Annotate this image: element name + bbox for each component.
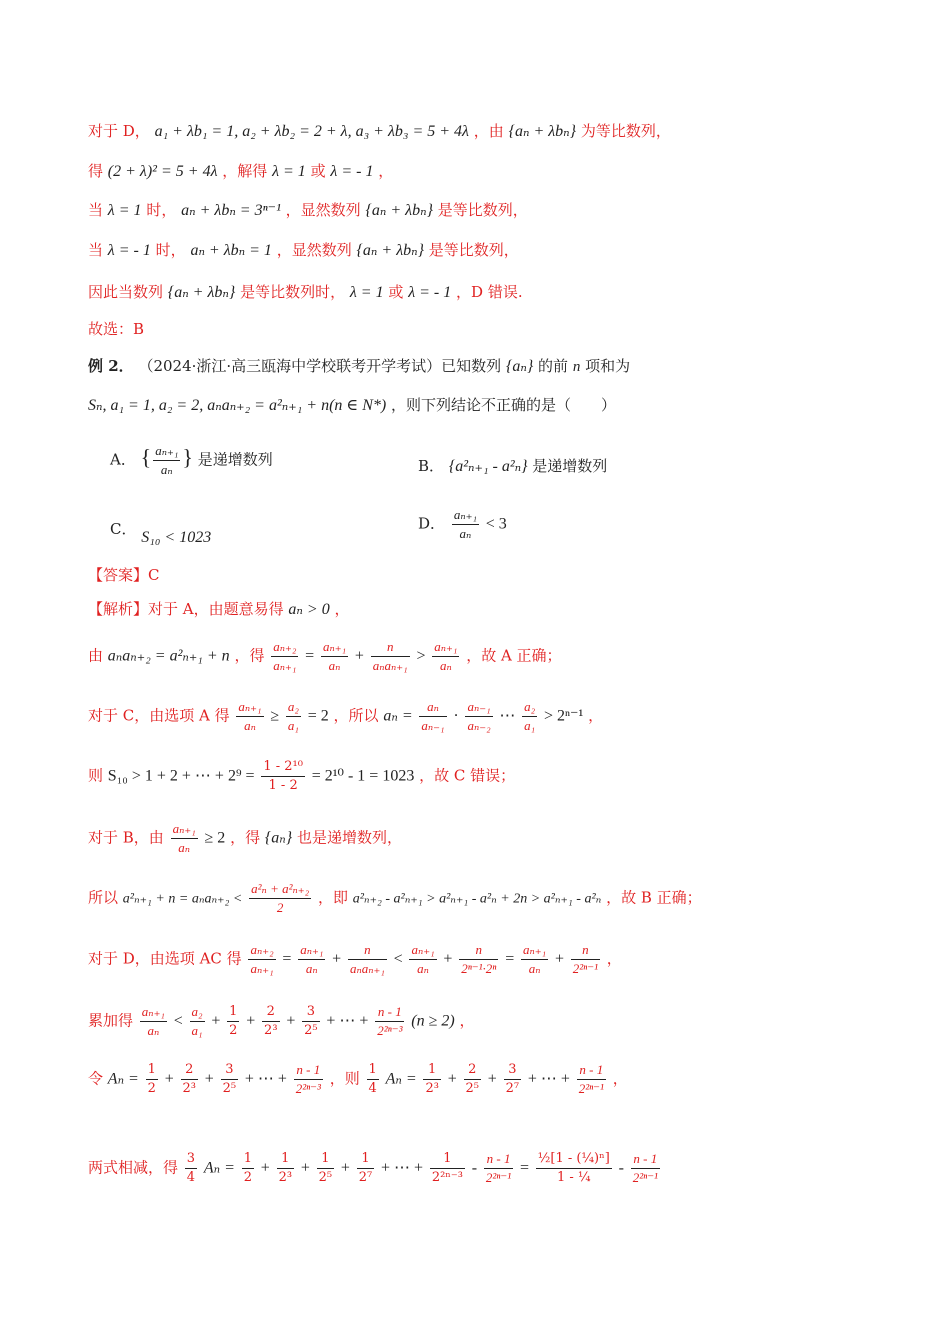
text: 对于 C，由选项 A 得 [88,706,230,725]
math-fraction: $\frac{3}{\text{2⁷}}$ [505,1062,520,1096]
math-expression: aₙ > 0 [288,601,330,618]
text: ，即 [317,888,348,907]
math-fraction: $\frac{\text{1 - 2¹⁰}}{1 - 2}$ [263,759,303,793]
option-text: 是递增数列 [532,457,608,475]
math-fraction: $\frac{\text{a²ₙ + a²ₙ₊₂}}{2}$ [251,881,310,915]
math-fraction: $\frac{\text{aₙ₊₂}}{\text{aₙ₊₁}}$ [250,942,274,976]
math-operator: + ⋯ + [381,1159,424,1177]
text: ，所以 [333,706,379,725]
example-label: 例 2． [88,357,134,375]
math-expression: {aₙ + λbₙ} [508,123,577,140]
solution-line-case1 [88,199,528,222]
text: 也是递增数列， [296,828,402,847]
math-operator: ⋯ [499,707,516,725]
text: ， [612,1069,628,1088]
option-c[interactable] [110,518,212,546]
math-expression: λ = 1 [349,284,384,301]
text: 则 [88,766,104,785]
math-fraction: $\frac{\text{aₙ₊₁}}{\text{aₙ}}$ [322,639,347,673]
math-operator: + [300,1159,310,1177]
option-a[interactable]: A． { $\frac{\text{aₙ₊₁}}{\text{aₙ}}$ } 是递增数列 [110,443,273,477]
text: 所以 [88,888,119,907]
text: ， [459,1011,475,1030]
math-operator: + [204,1070,214,1088]
math-operator: + [447,1070,457,1088]
math-expression: < 3 [485,515,507,533]
math-operator: > [416,647,426,665]
option-label: C． [110,520,137,538]
text: 对于 B，由 [88,828,164,847]
math-expression: Aₙ = [203,1159,235,1177]
example-source: （2024·浙江·高三瓯海中学校联考开学考试）已知数列 [138,357,502,375]
solution-line-case2 [88,239,519,262]
math-fraction: $\frac{2}{\text{2³}}$ [264,1004,278,1038]
math-expression: = 2 [307,707,329,725]
text: ，则下列结论不正确的是（ ） [391,396,617,414]
math-fraction: $\frac{1}{\text{2⁷}}$ [358,1151,373,1185]
text: 因此当数列 [88,283,164,301]
answer-line [88,564,159,586]
math-operator: + [332,950,342,968]
text: ， [606,949,622,968]
math-expression: {a²ₙ₊₁ - a²ₙ} [448,458,528,475]
math-operator: + [260,1159,270,1177]
text: 得 [88,162,104,180]
math-operator: = [519,1159,529,1177]
math-fraction: $\frac{1}{2}$ [229,1004,238,1038]
text: 令 [88,1069,104,1088]
option-text: 是递增数列 [197,450,273,469]
math-expression: λ = - 1 [107,242,151,259]
math-operator: + ⋯ + [326,1012,369,1030]
math-expression: S₁₀ < 1023 [141,529,212,546]
text: ， [334,600,350,618]
math-operator: = [505,950,515,968]
text: 对于 D，由选项 AC 得 [88,949,242,968]
math-fraction: $\frac{1}{\text{2²ⁿ⁻³}}$ [431,1151,464,1185]
math-expression: Aₙ = [107,1070,139,1088]
analysis-line-3 [88,698,603,735]
text: 的前 [538,357,569,375]
math-operator: + [554,950,564,968]
text: ，故 B 正确； [606,888,702,907]
math-expression: ≥ 2 [204,829,226,847]
math-expression: Aₙ = [385,1070,417,1088]
math-operator: < [173,1012,183,1030]
math-operator: · [453,707,459,725]
math-expression: aₙ + λbₙ = 1 [190,242,272,259]
math-fraction: $\frac{n - 1}{\text{2²ⁿ⁻³}}$ [377,1004,403,1038]
math-fraction: $\frac{\text{a₂}}{\text{a₁}}$ [524,699,536,733]
math-operator: + [164,1070,174,1088]
math-fraction: $\frac{n}{\text{2ⁿ⁻¹·2ⁿ}}$ [461,942,497,976]
text: 是等比数列时， [240,283,346,301]
math-fraction: $\frac{\text{½[1 - (¼)ⁿ]}}{\text{1 - ¼}}$ [537,1151,610,1185]
option-d[interactable] [418,506,507,543]
math-expression: aₙ + λbₙ = 3ⁿ⁻¹ [181,202,281,219]
analysis-line-6 [88,880,702,917]
math-expression: λ = 1 [272,163,306,180]
option-b[interactable] [418,455,607,476]
math-operator: < [393,950,403,968]
text: 项和为 [585,357,631,375]
math-expression: = 2¹⁰ - 1 = 1023 [311,767,415,785]
math-operator: + [286,1012,296,1030]
math-expression: aₙaₙ₊₂ = a²ₙ₊₁ + n [107,647,230,665]
text: 时， [146,201,177,219]
math-fraction: $\frac{n}{\text{aₙaₙ₊₁}}$ [372,639,408,673]
math-expression: λ = - 1 [330,163,374,180]
answer-text: 【答案】C [88,566,160,584]
math-expression: Sₙ, a₁ = 1, a₂ = 2, aₙaₙ₊₂ = a²ₙ₊₁ + n(n ∈ N*) [88,397,387,414]
math-fraction: $\frac{2}{\text{2⁵}}$ [465,1062,479,1096]
math-fraction: $\frac{\text{aₙ₊₁}}{\text{aₙ}}$ [300,942,324,976]
math-fraction: $\frac{3}{\text{2⁵}}$ [222,1062,237,1096]
math-variable: n [572,359,581,375]
text: ，由 [473,122,504,140]
text: 是等比数列， [428,241,519,259]
math-expression: aₙ = [383,707,413,725]
solution-line-conclusion [88,281,523,304]
text: ，D 错误. [456,283,523,301]
math-fraction: $\frac{\text{aₙ₊₁}}{\text{aₙ}}$ [141,1004,165,1038]
analysis-line-8 [88,1003,475,1040]
text: ，得 [234,646,265,665]
text: 当 [88,241,104,259]
text: 故选：B [88,320,145,338]
math-fraction: $\frac{\text{aₙ₊₁}}{\text{aₙ}}$ [238,699,262,733]
analysis-line-9 [88,1061,628,1098]
text: ，显然数列 [285,201,361,219]
math-expression: {aₙ} [264,829,293,847]
math-fraction: $\frac{\text{aₙ₊₁}}{\text{aₙ}}$ [434,639,458,673]
analysis-line-7 [88,941,622,978]
math-fraction: $\frac{n - 1}{\text{2²ⁿ⁻¹}}$ [632,1151,658,1185]
math-expression: a²ₙ₊₂ - a²ₙ₊₁ > a²ₙ₊₁ - a²ₙ + 2n > a²ₙ₊₁ - a²ₙ [352,891,602,907]
math-fraction: $\frac{\text{aₙ₋₁}}{\text{aₙ₋₂}}$ [467,699,491,733]
math-fraction: $\frac{\text{aₙ}}{\text{aₙ₋₁}}$ [421,699,445,733]
math-expression: a²ₙ₊₁ + n = aₙaₙ₊₂ < [122,891,243,907]
text: 由 [88,646,104,665]
math-fraction: $\frac{\text{aₙ₊₁}}{\text{aₙ}}$ [172,821,196,855]
text: 对于 A，由题意易得 [148,600,284,618]
example-heading [88,355,630,378]
text: ，显然数列 [276,241,352,259]
text: 累加得 [88,1011,134,1030]
math-fraction: $\frac{1}{2}$ [243,1151,252,1185]
math-fraction: $\frac{3}{4}$ [186,1151,196,1185]
math-expression: > 2ⁿ⁻¹ [543,707,584,725]
math-expression: S₁₀ > 1 + 2 + ⋯ + 2⁹ = [107,767,255,785]
math-expression: a₁ + λb₁ = 1, a₂ + λb₂ = 2 + λ, a₃ + λb₃ = 5 + 4λ [154,123,469,140]
math-fraction: $\frac{1}{\text{2³}}$ [278,1151,293,1185]
math-fraction: $\frac{n}{\text{aₙaₙ₊₁}}$ [349,942,385,976]
math-operator: ≥ [270,707,280,725]
math-expression: λ = 1 [107,202,142,219]
math-operator: + [487,1070,497,1088]
solution-line-solve [88,160,393,183]
text: 或 [310,162,326,180]
text: ，则 [329,1069,360,1088]
text: ，故 C 错误； [419,766,516,785]
solution-line-d-intro [88,120,671,143]
text: 为等比数列， [580,122,671,140]
math-fraction: $\frac{\text{aₙ₊₁}}{\text{aₙ}}$ [523,942,547,976]
math-fraction: $\frac{3}{\text{2⁵}}$ [304,1004,318,1038]
math-fraction: $\frac{1}{\text{2⁵}}$ [318,1151,333,1185]
text: ， [378,162,394,180]
example-condition-line [88,394,616,417]
math-expression: (2 + λ)² = 5 + 4λ [107,163,218,180]
option-label: B． [418,457,445,475]
text: 时， [155,241,186,259]
text: ，故 A 正确； [466,646,562,665]
math-fraction: $\frac{2}{\text{2³}}$ [182,1062,196,1096]
analysis-line-2 [88,638,562,675]
text: 是等比数列， [437,201,528,219]
math-operator: + [443,950,453,968]
math-fraction: $\frac{n - 1}{\text{2²ⁿ⁻¹}}$ [485,1151,512,1185]
math-expression: {aₙ + λbₙ} [167,284,236,301]
math-operator: - [471,1159,478,1177]
text: 对于 D， [88,122,150,140]
math-fraction: $\frac{n}{\text{2²ⁿ⁻¹}}$ [572,942,599,976]
math-operator: + ⋯ + [244,1070,287,1088]
math-fraction: $\frac{n - 1}{\text{2²ⁿ⁻¹}}$ [578,1062,604,1096]
text: 两式相减，得 [88,1158,179,1177]
math-operator: + [211,1012,221,1030]
math-operator: = [282,950,292,968]
math-fraction: $\frac{\text{aₙ₊₁}}{\text{aₙ}}$ [155,443,179,477]
text: ，得 [230,828,261,847]
math-expression: {aₙ} [505,358,534,375]
math-operator: + [340,1159,350,1177]
math-fraction: $\frac{\text{a₂}}{\text{a₁}}$ [287,699,299,733]
analysis-line-4 [88,758,515,795]
math-fraction: $\frac{1}{4}$ [368,1062,377,1096]
analysis-line-5 [88,820,402,857]
math-expression: (n ≥ 2) [411,1012,455,1030]
analysis-label: 【解析】 [88,600,149,618]
option-label: A． [110,450,136,469]
text: ，解得 [222,162,268,180]
answer-choice-line [88,318,144,340]
analysis-line-1 [88,598,349,621]
math-fraction: $\frac{1}{\text{2³}}$ [425,1062,439,1096]
option-label: D． [418,514,446,533]
math-operator: + [246,1012,256,1030]
analysis-line-10 [88,1150,662,1187]
math-fraction: $\frac{\text{aₙ₊₁}}{\text{aₙ}}$ [411,942,435,976]
math-expression: {aₙ + λbₙ} [365,202,433,219]
math-fraction: $\frac{1}{2}$ [147,1062,156,1096]
math-expression: λ = - 1 [408,284,452,301]
math-fraction: $\frac{\text{aₙ₊₂}}{\text{aₙ₊₁}}$ [273,639,297,673]
math-operator: - [618,1159,624,1177]
text: 或 [388,283,404,301]
math-fraction: $\frac{n - 1}{\text{2²ⁿ⁻³}}$ [295,1062,321,1096]
text: 当 [88,201,104,219]
math-fraction: $\frac{\text{a₂}}{\text{a₁}}$ [191,1004,203,1038]
math-fraction: $\frac{\text{aₙ₊₁}}{\text{aₙ}}$ [453,507,477,541]
math-operator: + [354,647,364,665]
math-expression: {aₙ + λbₙ} [356,242,425,259]
math-operator: = [305,647,315,665]
math-operator: + ⋯ + [527,1070,570,1088]
text: ， [588,706,604,725]
